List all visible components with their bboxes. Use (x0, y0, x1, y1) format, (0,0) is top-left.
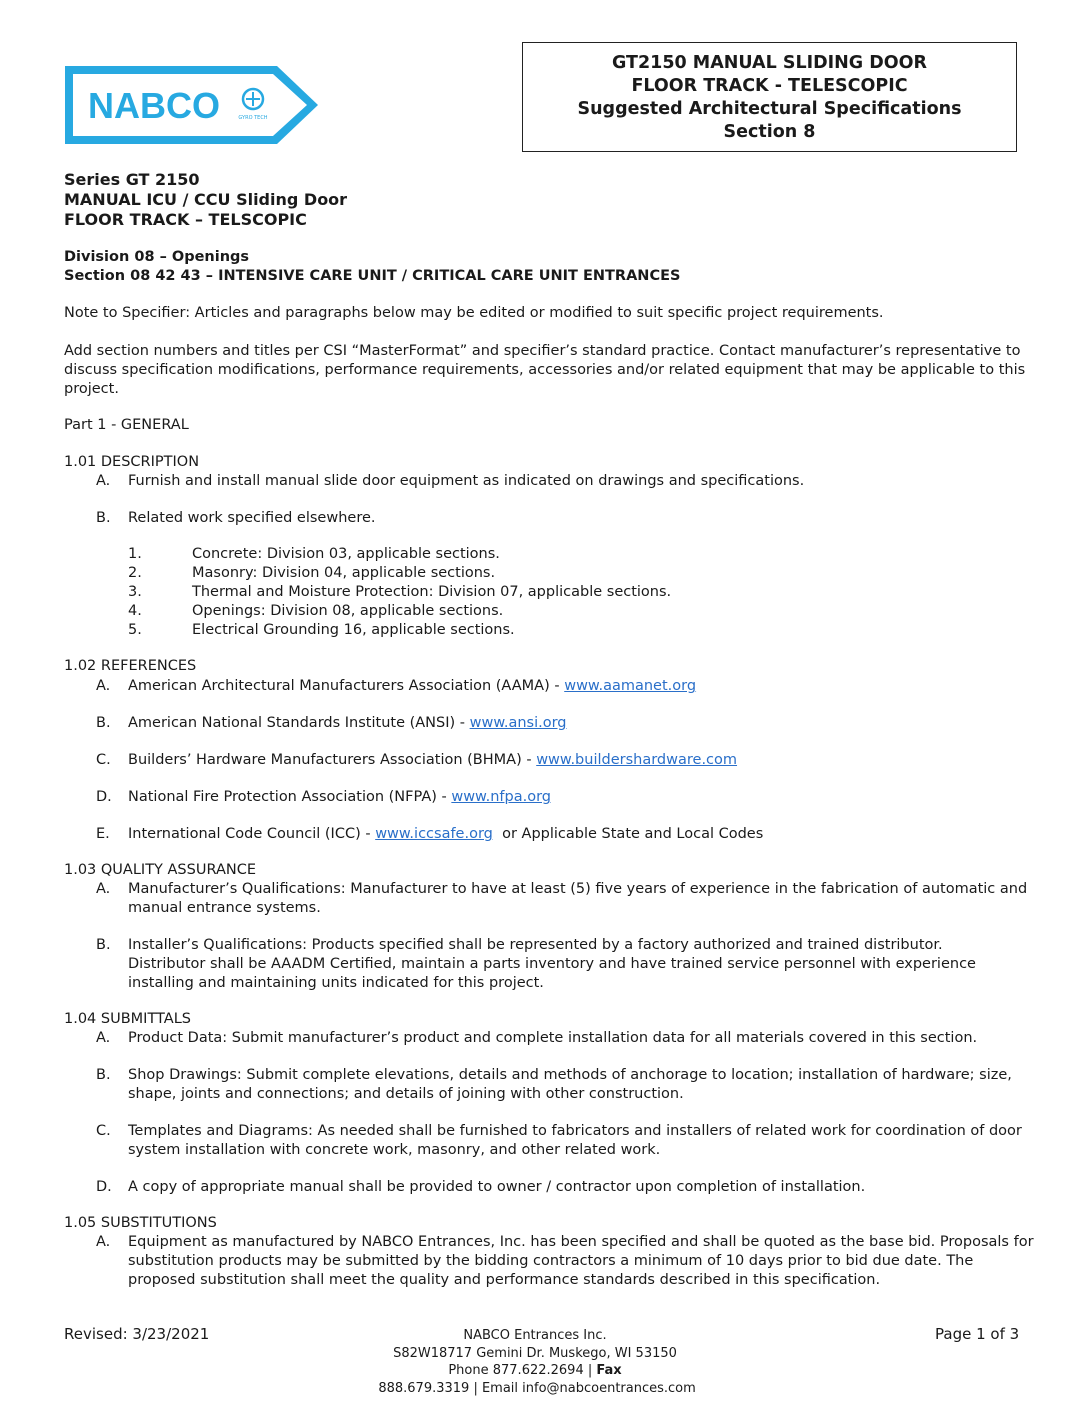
ref-e-after: or Applicable State and Local Codes (492, 826, 764, 842)
footer-fax-email: 888.679.3319 | Email info@nabcoentrances.com (374, 1380, 696, 1396)
footer-company: NABCO Entrances Inc. (463, 1328, 607, 1343)
title-box (522, 42, 1017, 152)
item-2-text: Masonry: Division 04, applicable sections. (192, 565, 496, 581)
ref-d-text: National Fire Protection Association (NFPA) - (128, 789, 452, 805)
item-3-num: 3. (128, 584, 142, 600)
s104-b-line-1: Shop Drawings: Submit complete elevations, details and methods of anchorage to location; installation of hardware; size, (128, 1067, 1012, 1083)
section-104-heading: 1.04 SUBMITTALS (64, 1011, 191, 1027)
logo-shape-icon (63, 64, 321, 146)
add-section-line-1: Add section numbers and titles per CSI “MasterFormat” and specifier’s standard practice. Contact manufacturer’s representative to (64, 343, 1021, 359)
item-1-num: 1. (128, 546, 142, 562)
section-101-heading: 1.01 DESCRIPTION (64, 454, 200, 470)
logo-badge: GYRO TECH (238, 115, 268, 121)
nabco-logo (63, 64, 321, 146)
iccsafe-link[interactable]: www.iccsafe.org (375, 826, 493, 842)
s105-a-line-3: proposed substitution shall meet the quality and performance standards described in this specification. (128, 1272, 881, 1288)
s104-c-letter: C. (96, 1123, 111, 1139)
s101-b-letter: B. (96, 510, 111, 526)
item-4-num: 4. (128, 603, 142, 619)
page-number: Page 1 of 3 (935, 1325, 1020, 1343)
series-line-2: MANUAL ICU / CCU Sliding Door (64, 190, 348, 209)
series-line-1: Series GT 2150 (64, 170, 200, 189)
item-5-num: 5. (128, 622, 142, 638)
nfpa-link[interactable]: www.nfpa.org (451, 789, 551, 805)
s104-b-letter: B. (96, 1067, 111, 1083)
ref-e (128, 825, 763, 844)
division-line: Division 08 – Openings (64, 249, 250, 265)
s103-b-line-2: Distributor shall be AAADM Certified, maintain a parts inventory and have trained service personnel with experience (128, 956, 976, 972)
s104-c-line-2: system installation with concrete work, masonry, and other related work. (128, 1142, 661, 1158)
title-line-1: GT2150 MANUAL SLIDING DOOR (611, 53, 928, 73)
s103-a-line-1: Manufacturer’s Qualifications: Manufacturer to have at least (5) five years of experience in the fabrication of automatic and (128, 881, 1028, 897)
s103-b-letter: B. (96, 937, 111, 953)
ref-e-letter: E. (96, 826, 110, 842)
part-1-heading: Part 1 - GENERAL (64, 417, 189, 433)
ansi-link[interactable]: www.ansi.org (469, 715, 567, 731)
section-line: Section 08 42 43 – INTENSIVE CARE UNIT / CRITICAL CARE UNIT ENTRANCES (64, 268, 681, 284)
s105-a-line-2: substitution products may be submitted by the bidding contractors a minimum of 10 days prior to bid due date. The (128, 1253, 974, 1269)
s104-d-letter: D. (96, 1179, 112, 1195)
item-5-text: Electrical Grounding 16, applicable sections. (192, 622, 515, 638)
s103-a-letter: A. (96, 881, 111, 897)
revised-date: Revised: 3/23/2021 (64, 1325, 210, 1343)
footer-address-block (300, 1327, 770, 1397)
s101-a-letter: A. (96, 473, 111, 489)
section-103-heading: 1.03 QUALITY ASSURANCE (64, 862, 256, 878)
s105-a-letter: A. (96, 1234, 111, 1250)
s104-b-line-2: shape, joints and connections; and details of joining with other construction. (128, 1086, 684, 1102)
ref-c-text: Builders’ Hardware Manufacturers Association (BHMA) - (128, 752, 537, 768)
ref-d-letter: D. (96, 789, 112, 805)
ref-b (128, 714, 567, 733)
s104-a-line-1: Product Data: Submit manufacturer’s product and complete installation data for all materials covered in this section. (128, 1030, 978, 1046)
add-section-line-3: project. (64, 381, 119, 397)
s103-b-line-3: installing and maintaining units indicated for this project. (128, 975, 544, 991)
item-1-text: Concrete: Division 03, applicable sections. (192, 546, 500, 562)
title-line-2: FLOOR TRACK - TELESCOPIC (631, 76, 908, 96)
s105-a-line-1: Equipment as manufactured by NABCO Entrances, Inc. has been specified and shall be quoted as the base bid. Proposals for (128, 1234, 1034, 1250)
title-line-4: Section 8 (723, 122, 816, 142)
s104-c-line-1: Templates and Diagrams: As needed shall be furnished to fabricators and installers of related work for coordination of door (128, 1123, 1022, 1139)
item-2-num: 2. (128, 565, 142, 581)
footer-fax-label: Fax (596, 1363, 622, 1378)
ref-c (128, 751, 737, 770)
ref-a (128, 677, 696, 696)
s103-a-line-2: manual entrance systems. (128, 900, 321, 916)
footer-contact (300, 1362, 770, 1397)
s104-d-line-1: A copy of appropriate manual shall be provided to owner / contractor upon completion of installation. (128, 1179, 866, 1195)
s104-a-letter: A. (96, 1030, 111, 1046)
title-line-3: Suggested Architectural Specifications (577, 99, 962, 119)
footer-phone: Phone 877.622.2694 | (448, 1363, 597, 1378)
item-4-text: Openings: Division 08, applicable sections. (192, 603, 504, 619)
s101-b-text: Related work specified elsewhere. (128, 510, 376, 526)
s103-b-line-1: Installer’s Qualifications: Products specified shall be represented by a factory authorized and trained distributor. (128, 937, 943, 953)
ref-e-text: International Code Council (ICC) - (128, 826, 376, 842)
note-to-specifier: Note to Specifier: Articles and paragraphs below may be edited or modified to suit specific project requirements. (64, 305, 884, 321)
aamanet-link[interactable]: www.aamanet.org (564, 678, 697, 694)
section-105-heading: 1.05 SUBSTITUTIONS (64, 1215, 217, 1231)
section-102-heading: 1.02 REFERENCES (64, 658, 197, 674)
ref-a-text: American Architectural Manufacturers Association (AAMA) - (128, 678, 565, 694)
ref-b-letter: B. (96, 715, 111, 731)
buildershardware-link[interactable]: www.buildershardware.com (536, 752, 738, 768)
ref-a-letter: A. (96, 678, 111, 694)
item-3-text: Thermal and Moisture Protection: Division 07, applicable sections. (192, 584, 672, 600)
add-section-line-2: discuss specification modifications, performance requirements, accessories and/or related equipment that may be applicable to this (64, 362, 1026, 378)
logo-text: NABCO (88, 85, 220, 126)
s101-a-text: Furnish and install manual slide door equipment as indicated on drawings and specifications. (128, 473, 805, 489)
ref-c-letter: C. (96, 752, 111, 768)
ref-b-text: American National Standards Institute (ANSI) - (128, 715, 470, 731)
series-line-3: FLOOR TRACK – TELSCOPIC (64, 210, 307, 229)
footer-address: S82W18717 Gemini Dr. Muskego, WI 53150 (393, 1345, 677, 1361)
ref-d (128, 788, 551, 807)
